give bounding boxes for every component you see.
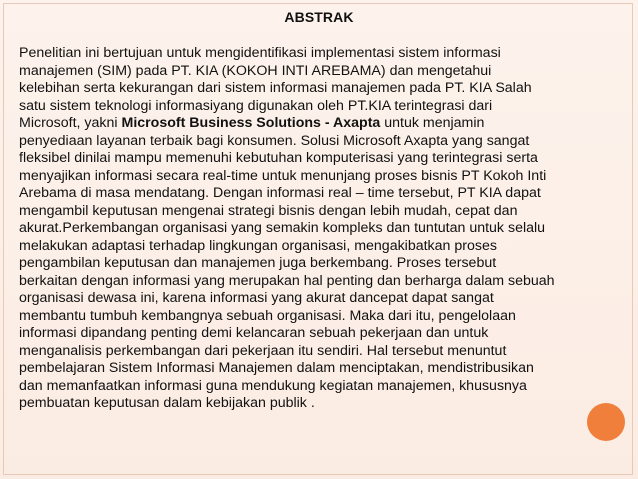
text-segment: mengambil keputusan mengenai strategi bisnis dengan lebih mudah, cepat dan	[19, 202, 518, 219]
body-line	[19, 115, 625, 133]
text-segment: melakukan adaptasi terhadap lingkungan organisasi, mengakibatkan proses	[19, 237, 497, 254]
body-line	[19, 203, 625, 221]
body-line	[19, 360, 625, 378]
body-line	[19, 220, 625, 238]
text-segment: pembuatan keputusan dalam kebijakan publik .	[19, 395, 315, 411]
text-segment: menganalisis perkembangan dari pekerjaan itu sendiri. Hal tersebut menuntut	[19, 342, 507, 359]
body-line	[19, 308, 625, 326]
slide-title: ABSTRAK	[284, 9, 354, 25]
text-segment: menyajikan informasi secara real-time untuk menunjang proses bisnis PT Kokoh Inti	[19, 167, 547, 184]
text-segment: kelebihan serta kekurangan dari sistem informasi manajemen pada PT. KIA Salah	[19, 80, 532, 96]
body-line	[19, 395, 625, 413]
abstract-body	[19, 45, 625, 413]
body-line	[19, 343, 625, 361]
body-line	[19, 63, 625, 81]
body-line	[19, 255, 625, 273]
body-line	[19, 98, 625, 116]
body-line	[19, 185, 625, 203]
body-line	[19, 45, 625, 63]
text-segment: untuk menjamin	[380, 115, 485, 131]
text-segment: fleksibel dinilai mampu memenuhi kebutuhan komputerisasi yang terintegrasi serta	[19, 150, 538, 166]
text-segment: penyediaan layanan terbaik bagi konsumen. Solusi Microsoft Axapta yang sangat	[19, 132, 530, 149]
text-segment: pembelajaran Sistem Informasi Manajemen dalam menciptakan, mendistribusikan	[19, 360, 534, 376]
text-segment: Penelitian ini bertujuan untuk mengidentifikasi implementasi sistem informasi	[19, 45, 501, 61]
body-line	[19, 290, 625, 308]
text-segment: akurat.Perkembangan organisasi yang semakin kompleks dan tuntutan untuk selalu	[19, 220, 546, 236]
body-line	[19, 273, 625, 291]
text-segment: Microsoft, yakni	[19, 115, 122, 131]
text-segment: pengambilan keputusan dan manajemen juga berkembang. Proses tersebut	[19, 255, 497, 271]
text-segment: manajemen (SIM) pada PT. KIA (KOKOH INTI AREBAMA) dan mengetahui	[19, 62, 492, 79]
text-segment: satu sistem teknologi informasiyang digunakan oleh PT.KIA terintegrasi dari	[19, 97, 493, 114]
text-segment: organisasi dewasa ini, karena informasi yang akurat dancepat dapat sangat	[19, 290, 494, 306]
bold-product-name: Microsoft Business Solutions - Axapta	[121, 115, 381, 131]
body-line	[19, 168, 625, 186]
body-line	[19, 378, 625, 396]
text-segment: berkaitan dengan informasi yang merupakan hal penting dan berharga dalam sebuah	[19, 272, 555, 289]
body-line	[19, 80, 625, 98]
text-segment: informasi dipandang penting demi kelancaran sebuah pekerjaan dan untuk	[19, 325, 489, 341]
body-line	[19, 150, 625, 168]
text-segment: membantu tumbuh kembangnya sebuah organisasi. Maka dari itu, pengelolaan	[19, 307, 516, 324]
text-segment: Arebama di masa mendatang. Dengan informasi real – time tersebut, PT KIA dapat	[19, 185, 541, 201]
decorative-orange-circle	[587, 403, 625, 441]
body-line	[19, 325, 625, 343]
text-segment: dan memanfaatkan informasi guna mendukung kegiatan manajemen, khususnya	[19, 377, 527, 394]
body-line	[19, 238, 625, 256]
body-line	[19, 133, 625, 151]
